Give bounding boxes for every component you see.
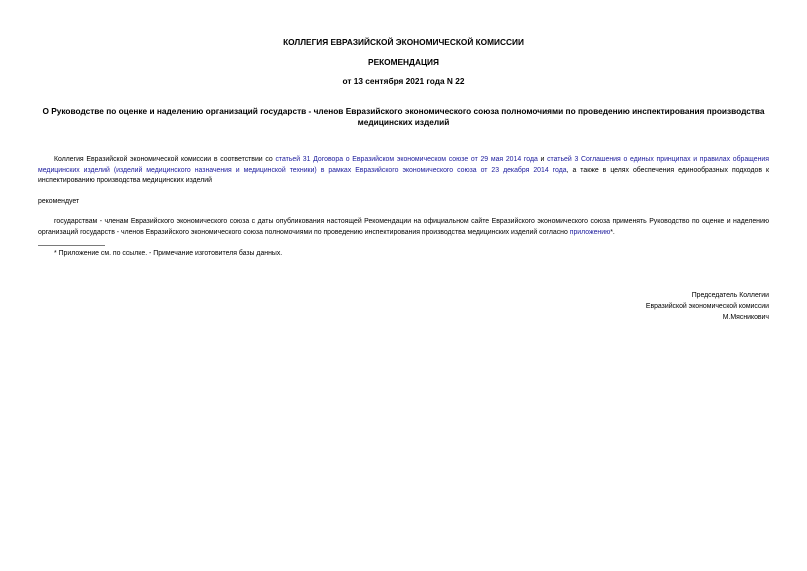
footnote-divider [38, 245, 105, 246]
footnote-text: * Приложение см. по ссылке. - Примечание изготовителя базы данных. [54, 250, 283, 257]
appendix-link[interactable]: приложению [569, 228, 611, 236]
preamble-paragraph [38, 155, 769, 187]
recommendation-suffix: *. [610, 228, 615, 236]
date-number-heading: от 13 сентября 2021 года N 22 [342, 76, 465, 86]
agreement-article-3-link[interactable]: статьей 3 Соглашения о единых принципах и правилах обращения медицинских изделий (изделий медицинского назначения и медицинской техники) в рамках Евразийского экономического союза от 23 декабря 2014 года [38, 156, 769, 174]
preamble-text-2: и [537, 156, 548, 163]
recommendation-paragraph [38, 217, 769, 238]
treaty-article-31-link[interactable]: статьей 31 Договора о Евразийском экономическом союзе от 29 мая 2014 года [275, 156, 538, 163]
organization-heading: КОЛЛЕГИЯ ЕВРАЗИЙСКОЙ ЭКОНОМИЧЕСКОЙ КОМИССИИ [283, 37, 524, 47]
recommendation-text: государствам - членам Евразийского экономического союза с даты опубликования настоящей Рекомендации на официальном сайте Евразийского экономического союза применять Руководство по оценке и наделению организаций государств - членов Евразийского экономического союза полномочиями по проведению инспектирования производства медицинских изделий согласно [38, 218, 769, 236]
signatory-organization: Евразийской экономической комиссии [645, 303, 769, 310]
preamble-text-1: Коллегия Евразийской экономической комиссии в соответствии со [54, 156, 276, 163]
signatory-position: Председатель Коллегии [691, 292, 769, 299]
preamble-text-3: , а также в целях обеспечения единообразных подходов к инспектированию производства медицинских изделий [38, 166, 769, 184]
document-type-heading: РЕКОМЕНДАЦИЯ [368, 57, 439, 67]
signatory-name: М.Мясникович [722, 314, 769, 321]
recommends-word: рекомендует [38, 198, 80, 205]
document-title: О Руководстве по оценке и наделению организаций государств - членов Евразийского экономического союза полномочиями по проведению инспектирования производства медицинских изделий [42, 106, 765, 127]
